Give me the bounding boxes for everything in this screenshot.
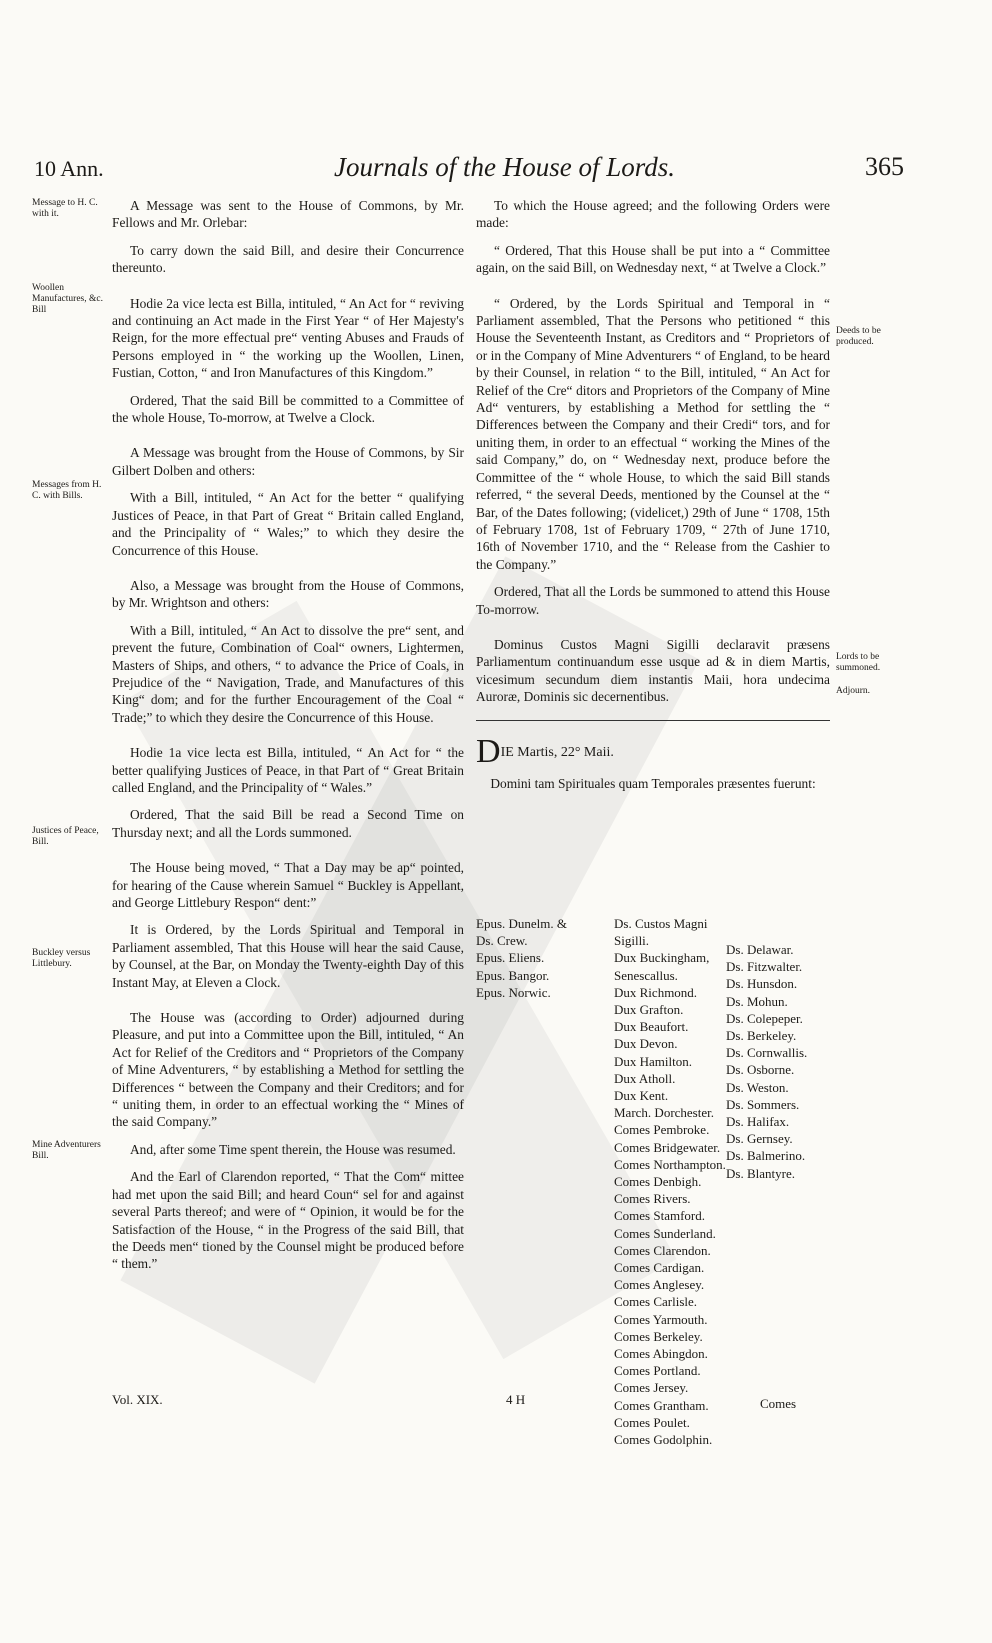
paragraph: To which the House agreed; and the following Orders were made: [476,198,830,231]
attendee-name: Comes Berkeley. [614,1328,703,1344]
paragraph: And the Earl of Clarendon reported, “ That the Com“ mittee had met upon the said Bill; and heard Coun“ sel for and against several Parts thereof; and were of “ Opinion, it would be for the Satisfaction of the House, “ in the Progress of the said Bill, that the Deeds men“ tioned by the Counsel might be produced before “ them.” [112,1169,464,1272]
attendee-name: Comes Denbigh. [614,1174,702,1190]
attendee-name: Ds. Weston. [726,1079,789,1095]
header-title: Journals of the House of Lords. [334,152,676,182]
paragraph: With a Bill, intituled, “ An Act to dissolve the pre“ sent, and prevent the future, Combination of Coal“ owners, Lightermen, Masters of Ships, and others, “ to advance the Price of Coals, in Prejudice of the “ Navigation, Trade, and Manufactures of this King“ dom; and for the further Encouragement of the Coal “ Trade;” to which they desire the Concurrence of this House. [112,622,464,725]
paragraph: Also, a Message was brought from the House of Commons, by Mr. Wrightson and others: [112,577,464,611]
attendee-name: Comes Sunderland. [614,1225,716,1241]
attendee-name: Dux Kent. [614,1088,669,1104]
attendee-name: Comes Clarendon. [614,1242,711,1258]
attendee-name: Comes Northampton. [614,1156,726,1172]
attendance-column-barons [726,941,807,1182]
paragraph: The House being moved, “ That a Day may be ap“ pointed, for hearing of the Cause wherein Samuel “ Buckley is Appellant, and George Littlebury Respon“ dent:” [112,860,464,910]
attendee-name: Ds. Mohun. [726,993,788,1009]
attendee-name: Comes Yarmouth. [614,1311,708,1327]
attendee-name: Comes Grantham. [614,1397,709,1413]
attendee-name: Comes Portland. [614,1363,701,1379]
margin-note: Messages from H. C. with Bills. [32,480,102,501]
attendee-name: Ds. Gernsey. [726,1131,793,1147]
signature-mark: 4 H [506,1392,526,1407]
attendee-name: Ds. Balmerino. [726,1148,806,1164]
attendee-name: Comes Anglesey. [614,1277,705,1293]
page-number: 365 [865,152,904,181]
attendee-name: Ds. Cornwallis. [726,1045,808,1061]
attendee-name: Comes Jersey. [614,1380,689,1396]
margin-note: Woollen Manufactures, &c. Bill [32,283,103,315]
paragraph: “ Ordered, That this House shall be put into a “ Committee again, on the said Bill, on Wednesday next, “ at Twelve a Clock.” [476,242,830,276]
paragraph: A Message was brought from the House of Commons, by Sir Gilbert Dolben and others: [112,445,464,478]
attendee-name: Ds. Sommers. [726,1096,800,1112]
margin-note: Lords to be summoned. [836,652,881,673]
day-heading [476,732,830,770]
attendee-name: Ds. Fitzwalter. [726,959,803,975]
paragraph: It is Ordered, by the Lords Spiritual and Temporal in Parliament assembled, That this House will hear the said Cause, by Counsel, at the Bar, on Monday the Twenty-eighth Day of this Instant May, at Eleven a Clock. [112,922,464,990]
attendee-name: Epus. Eliens. [476,950,545,966]
attendee-name: Dux Beaufort. [614,1019,689,1035]
margin-note: Deeds to be produced. [836,326,881,347]
attendee-name: Epus. Bangor. [476,967,550,983]
attendee-name: Ds. Osborne. [726,1062,795,1078]
running-header [34,152,904,192]
catchword: Comes [760,1396,797,1411]
margin-note: Adjourn. [836,686,871,696]
attendance-column-peers [614,915,726,1448]
attendee-name: Ds. Crew. [476,933,528,949]
right-column [476,197,830,798]
paragraph: The House was (according to Order) adjourned during Pleasure, and put into a Committee upon the Bill, intituled, “ An Act for Relief of the Creditors and “ Proprietors of the Company of Mine Adventurers, “ by establishing a Method for settling the Differences “ between the Company and their Creditors; and for “ uniting them, in order to an effectual working the “ Mines of the said Company.” [112,1010,464,1130]
paragraph: Ordered, That the said Bill be committed to a Committee of the whole House, To-morrow, at Twelve a Clock. [112,392,464,426]
paragraph: Ordered, That the said Bill be read a Second Time on Thursday next; and all the Lords summoned. [112,807,464,840]
attendee-name: Dux Buckingham, [614,950,710,966]
attendee-name: Dux Atholl. [614,1070,676,1086]
header-reign: 10 Ann. [34,156,104,181]
attendee-name: Comes Godolphin. [614,1432,713,1448]
attendance-column-bishops [476,915,567,1001]
paragraph: Dominus Custos Magni Sigilli declaravit præsens Parliamentum continuandum esse usque ad & in diem Martis, vicesimum secundum diem instantis Maii, hora undecima Auroræ, Dominis sic decernentibus. [476,636,830,705]
attendee-name: Epus. Dunelm. & [476,916,567,931]
attendee-name: Comes Poulet. [614,1414,690,1430]
attendee-name: Comes Rivers. [614,1191,691,1207]
day-heading-text: IE Martis, 22° Maii. [500,744,614,760]
attendee-name: Ds. Colepeper. [726,1010,803,1026]
left-column [112,197,464,1283]
attendee-name: Dux Devon. [614,1036,678,1052]
attendee-name: Comes Carlisle. [614,1294,698,1310]
margin-note: Message to H. C. with it. [32,198,98,219]
section-rule [476,720,830,721]
attendee-name: Sigilli. [614,933,650,949]
margin-note: Justices of Peace, Bill. [32,826,99,847]
paragraph: And, after some Time spent therein, the House was resumed. [130,1141,456,1157]
attendance-heading: Domini tam Spirituales quam Temporales præsentes fuerunt: [490,775,816,791]
paragraph: Hodie 1a vice lecta est Billa, intituled, “ An Act for “ the better qualifying Justices of Peace, in that Part of “ Great Britain called England, and the Principality of “ Wales.” [112,745,464,795]
drop-initial: D [476,732,501,770]
attendee-name: Comes Stamford. [614,1208,705,1224]
attendee-name: Comes Bridgewater. [614,1139,721,1155]
attendee-name: Ds. Delawar. [726,942,794,957]
attendee-name: Ds. Hunsdon. [726,976,798,992]
attendee-name: Dux Grafton. [614,1002,684,1018]
paragraph: Hodie 2a vice lecta est Billa, intituled, “ An Act for “ reviving and continuing an Act made in the First Year “ of Her Majesty's Reign, for the more effectual pre“ venting Abuses and Frauds of Persons employed in “ the working up the Woollen, Linen, Fustian, Cotton, “ and Iron Manufactures of this Kingdom.” [112,295,464,381]
paragraph: To carry down the said Bill, and desire their Concurrence thereunto. [112,242,464,276]
attendee-name: Ds. Blantyre. [726,1165,795,1181]
attendee-name: Comes Pembroke. [614,1122,710,1138]
paragraph: A Message was sent to the House of Commons, by Mr. Fellows and Mr. Orlebar: [112,198,464,231]
attendee-name: Comes Cardigan. [614,1260,705,1276]
attendee-name: Senescallus. [614,967,678,983]
attendee-name: Dux Hamilton. [614,1053,692,1069]
paragraph: With a Bill, intituled, “ An Act for the better “ qualifying Justices of Peace, in that Part of Great “ Britain called England, and the Principality of “ Wales;” to which they desire the Concurrence of this House. [112,490,464,558]
paragraph: Ordered, That all the Lords be summoned to attend this House To-morrow. [476,584,830,617]
margin-note: Mine Adventurers Bill. [32,1140,101,1161]
margin-note: Buckley versus Littlebury. [32,948,91,969]
attendee-name: Ds. Custos Magni [614,916,708,931]
attendance-list [476,915,836,1448]
attendee-name: Ds. Berkeley. [726,1028,797,1044]
paragraph: “ Ordered, by the Lords Spiritual and Temporal in “ Parliament assembled, That the Persons who petitioned “ this House the Seventeenth Instant, as Creditors and “ Proprietors of or in the Company of Mine Adventurers “ of England, to be heard by their Counsel, in relation “ to the Bill, intituled, “ An Act for Relief of the Cre“ ditors and Proprietors of the Company of Mine Ad“ venturers, by establishing a Method for settling the “ Differences between the Company and their Credi“ tors, and for uniting them, in order to an effectual “ working the Mines of the said Company,” do, on “ Wednesday next, produce before the Committee of the “ whole House, to which the said Bill stands referred, “ the several Deeds, mentioned by the Counsel at the “ Bar, of the Dates following; (videlicet,) 29th of June “ 1708, 15th of February 1708, 1st of February 1709, “ 27th of June 1710, 16th of November 1710, and the “ Release from the Cashier to the Company.” [476,295,830,572]
attendee-name: Comes Abingdon. [614,1346,708,1362]
attendee-name: Epus. Norwic. [476,984,551,1000]
attendee-name: Ds. Halifax. [726,1114,790,1130]
volume-label: Vol. XIX. [112,1392,163,1407]
attendee-name: March. Dorchester. [614,1105,714,1121]
attendee-name: Dux Richmond. [614,984,698,1000]
